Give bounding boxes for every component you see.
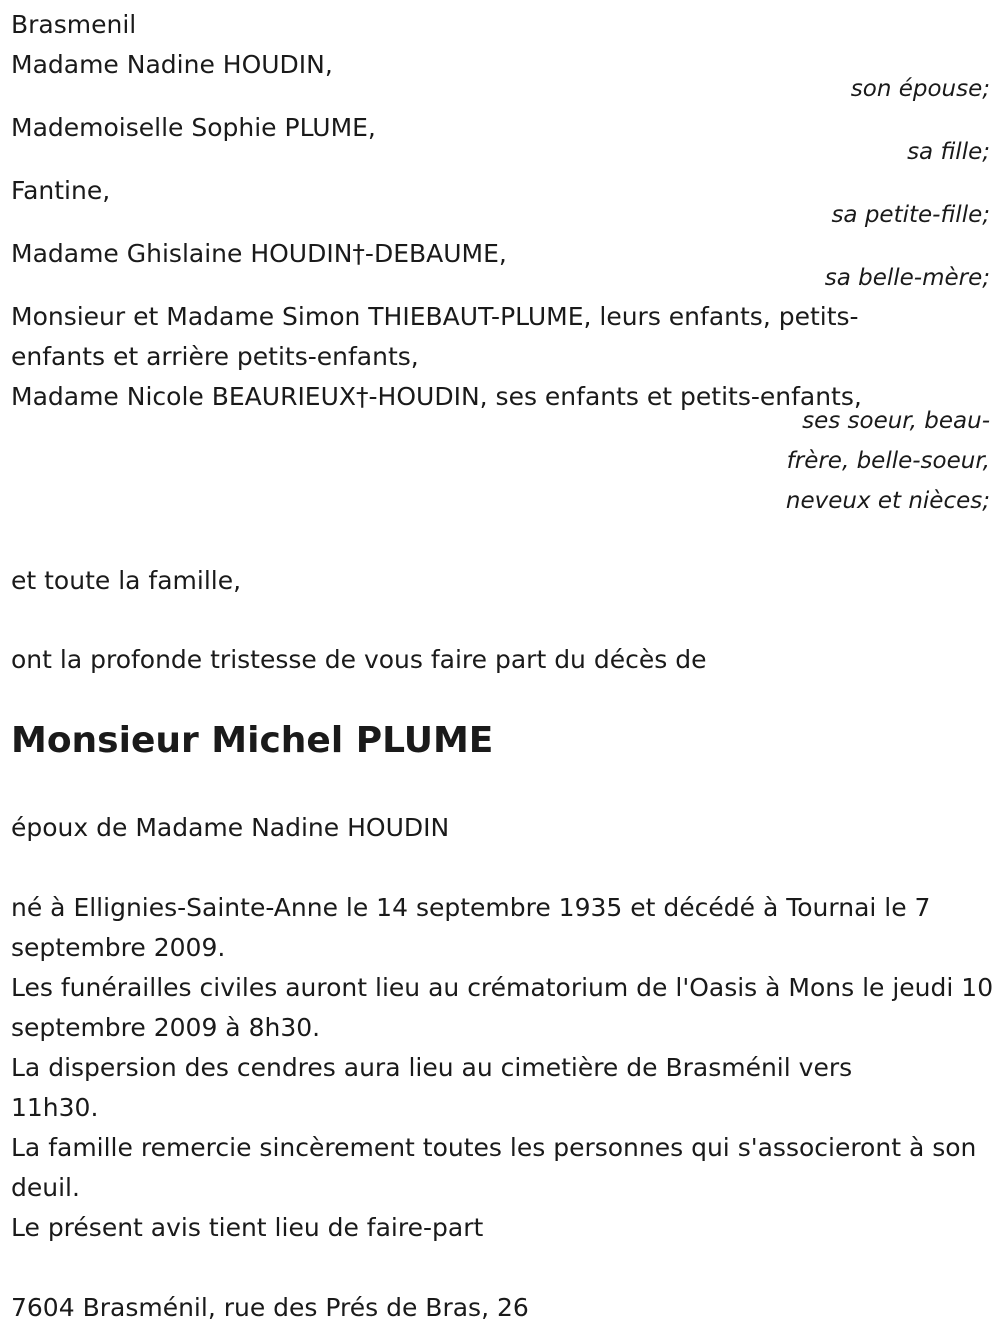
deceased-name-heading: Monsieur Michel PLUME (11, 720, 494, 761)
location: Brasmenil (11, 10, 137, 39)
intro-text: ont la profonde tristesse de vous faire part du décès de (11, 645, 707, 674)
spouse-line: époux de Madame Nadine HOUDIN (11, 813, 450, 842)
family-relation-granddaughter: sa petite-fille; (831, 202, 990, 228)
siblings-line-1: Monsieur et Madame Simon THIEBAUT-PLUME, leurs enfants, petits-enfants et arrière petits-enfants, (11, 302, 859, 371)
family-closing: et toute la famille, (11, 566, 242, 595)
family-member-name-spouse: Madame Nadine HOUDIN, (11, 50, 333, 79)
siblings-line-2: Madame Nicole BEAURIEUX†-HOUDIN, ses enfants et petits-enfants, (11, 382, 862, 411)
family-member-name-granddaughter: Fantine, (11, 176, 111, 205)
family-member-name-mother-in-law: Madame Ghislaine HOUDIN†-DEBAUME, (11, 239, 507, 268)
family-member-name-daughter: Mademoiselle Sophie PLUME, (11, 113, 376, 142)
birth-death-text: né à Ellignies-Sainte-Anne le 14 septembre 1935 et décédé à Tournai le 7 septembre 2009. (11, 893, 931, 962)
dispersion-text: La dispersion des cendres aura lieu au cimetière de Brasménil vers 11h30. (11, 1053, 853, 1122)
family-relation-daughter: sa fille; (907, 139, 990, 165)
family-relation-spouse: son épouse; (850, 76, 990, 102)
notice-text: Le présent avis tient lieu de faire-part (11, 1213, 484, 1242)
siblings-relation: ses soeur, beau-frère, belle-soeur, neveux et nièces; (785, 408, 990, 514)
funeral-text: Les funérailles civiles auront lieu au crématorium de l'Oasis à Mons le jeudi 10 septembre 2009 à 8h30. (11, 973, 994, 1042)
family-relation-mother-in-law: sa belle-mère; (824, 265, 990, 291)
thanks-text: La famille remercie sincèrement toutes les personnes qui s'associeront à son deuil. (11, 1133, 977, 1202)
address-text: 7604 Brasménil, rue des Prés de Bras, 26 (11, 1293, 529, 1322)
